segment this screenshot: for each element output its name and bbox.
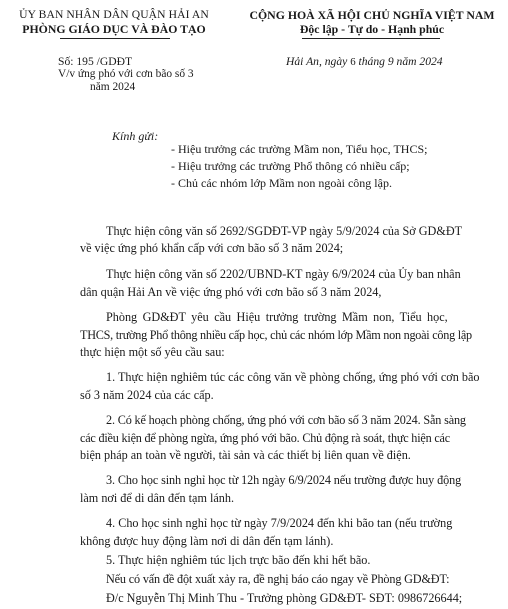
motto-underline	[302, 38, 440, 39]
contact-intro: Nếu có vấn đề đột xuất xảy ra, đề nghị báo cáo ngay về Phòng GD&ĐT:	[106, 572, 450, 586]
recipient-item: - Hiệu trưởng các trường Phổ thông có nhiều cấp;	[171, 159, 410, 173]
issuing-authority: PHÒNG GIÁO DỤC VÀ ĐÀO TẠO	[22, 22, 206, 36]
recipient-item: - Chủ các nhóm lớp Mầm non ngoài công lập.	[171, 176, 392, 190]
list-item-5: 5. Thực hiện nghiêm túc lịch trực bão đến khi hết bão.	[106, 553, 371, 567]
list-item-3-cont: làm nơi để di dân đến tạm lánh.	[80, 491, 235, 505]
list-item-2-cont: các điều kiện để phòng ngừa, ứng phó với bão. Chủ động rà soát, thực hiện các	[80, 431, 450, 445]
issuing-authority-parent: ỦY BAN NHÂN DÂN QUẬN HẢI AN	[19, 8, 209, 21]
document-number: Số: 195 /GDĐT	[58, 55, 133, 68]
list-item-2-cont: biện pháp an toàn về người, tài sản và các thiết bị liên quan về điện.	[80, 448, 411, 462]
date-month: tháng 9	[358, 55, 394, 68]
document-subject-line-2: năm 2024	[90, 81, 136, 93]
date-year: năm 2024	[396, 55, 443, 68]
recipient-item: - Hiệu trưởng các trường Mầm non, Tiểu học, THCS;	[171, 142, 428, 156]
body-line: Thực hiện công văn số 2692/SGDĐT-VP ngày 5/9/2024 của Sở GD&ĐT	[106, 224, 463, 238]
body-line: THCS, trường Phổ thông nhiều cấp học, chủ các nhóm lớp Mầm non ngoài công lập	[80, 328, 472, 342]
list-item-3: 3. Cho học sinh nghỉ học từ 12h ngày 6/9/2024 nếu trường được huy động	[106, 473, 462, 487]
body-line: Thực hiện công văn số 2202/UBND-KT ngày 6/9/2024 của Ủy ban nhân	[106, 267, 461, 281]
authority-underline	[60, 38, 170, 39]
list-item-2: 2. Có kế hoạch phòng chống, ứng phó với cơn bão số 3 năm 2024. Sẵn sàng	[106, 413, 466, 427]
body-line: thực hiện một số yêu cầu sau:	[80, 345, 225, 359]
list-item-1-cont: số 3 năm 2024 của các cấp.	[80, 388, 214, 402]
list-item-1: 1. Thực hiện nghiêm túc các công văn về phòng chống, ứng phó với cơn bão	[106, 370, 480, 384]
body-line: về việc ứng phó khẩn cấp với cơn bão số 3 năm 2024;	[80, 241, 344, 255]
recipients-greeting: Kính gửi:	[112, 129, 159, 143]
body-line: Phòng GD&ĐT yêu cầu Hiệu trưởng trường Mầm non, Tiểu học,	[106, 310, 448, 324]
national-motto: Độc lập - Tự do - Hạnh phúc	[299, 22, 445, 36]
date-day: 6	[350, 56, 356, 68]
document-date	[286, 55, 443, 68]
body-line: dân quận Hải An về việc ứng phó với cơn bão số 3 năm 2024,	[80, 285, 382, 299]
date-prefix: Hải An, ngày	[286, 55, 348, 68]
list-item-4-cont: không được huy động làm nơi di dân đến tạm lánh).	[80, 534, 334, 548]
country-name: CỘNG HOÀ XÃ HỘI CHỦ NGHĨA VIỆT NAM	[249, 8, 495, 22]
contact-person: Đ/c Nguyễn Thị Minh Thu - Trưởng phòng GD&ĐT- SĐT: 0986726644;	[106, 591, 463, 605]
list-item-4: 4. Cho học sinh nghỉ học từ ngày 7/9/2024 đến khi bão tan (nếu trường	[106, 516, 453, 530]
document-subject-line-1: V/v ứng phó với cơn bão số 3	[58, 68, 194, 80]
